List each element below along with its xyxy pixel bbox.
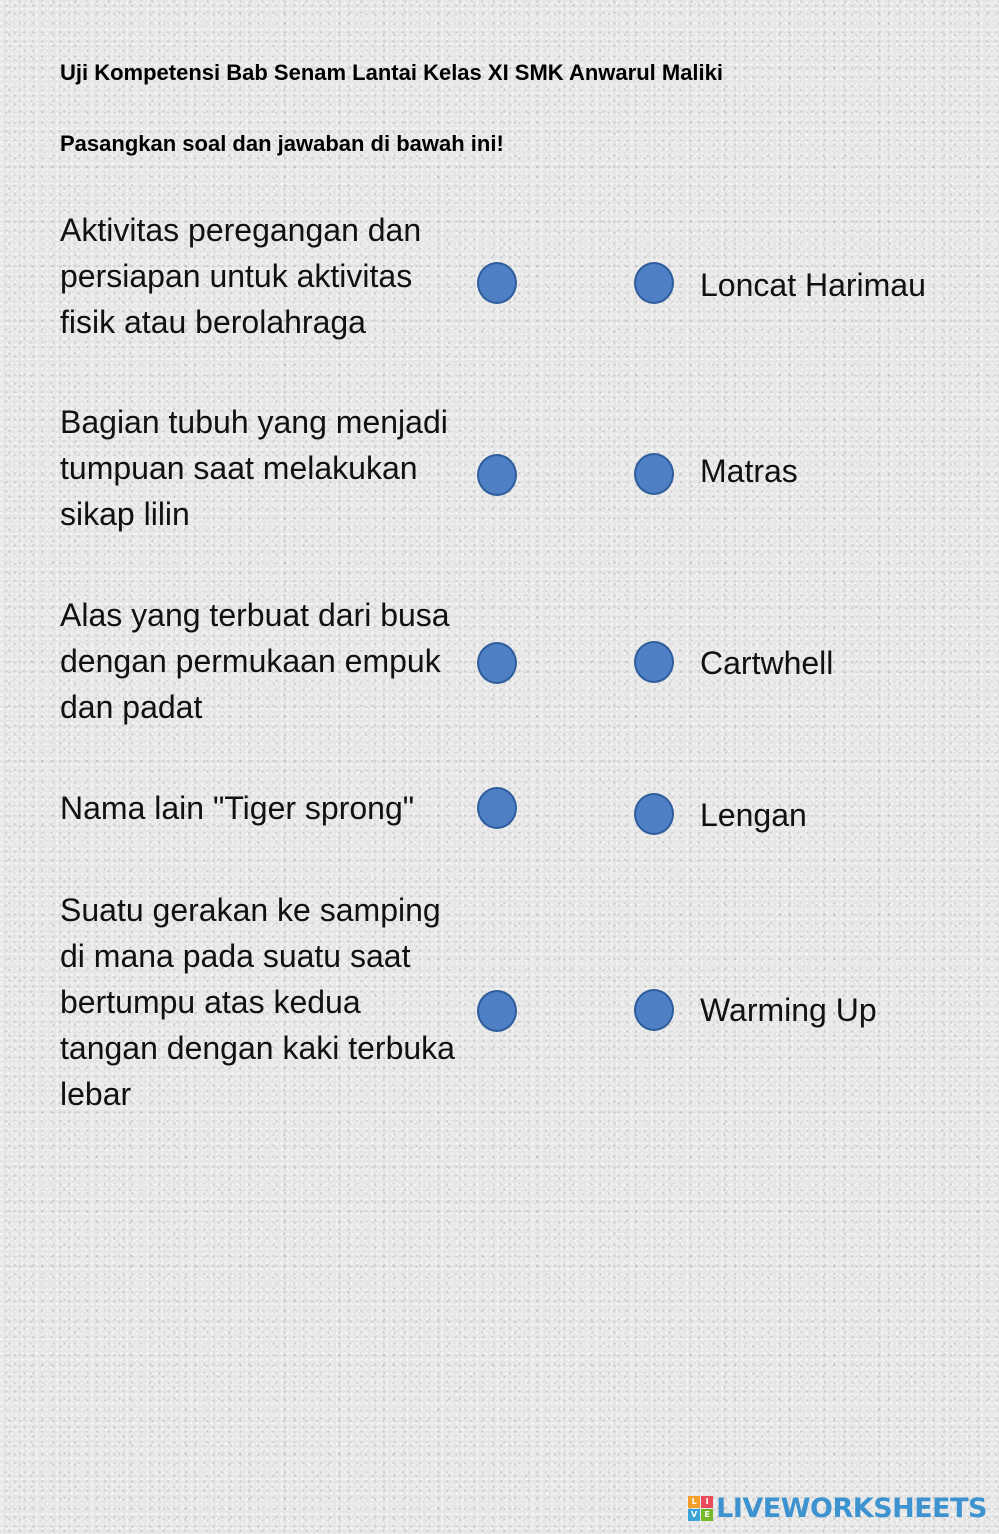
- answer-1: Loncat Harimau: [700, 267, 926, 303]
- worksheet-title: Uji Kompetensi Bab Senam Lantai Kelas XI SMK Anwarul Maliki: [60, 60, 724, 85]
- question-3-match-dot[interactable]: [477, 642, 517, 684]
- answer-2: Matras: [700, 453, 798, 489]
- question-4: Nama lain "Tiger sprong": [60, 790, 415, 826]
- question-5: Suatu gerakan ke samping di mana pada suatu saat bertumpu atas kedua tangan dengan kaki terbuka lebar: [60, 892, 455, 1112]
- answer-1-match-dot[interactable]: [634, 262, 674, 304]
- answer-4: Lengan: [700, 797, 807, 833]
- answer-4-match-dot[interactable]: [634, 793, 674, 835]
- question-4-match-dot[interactable]: [477, 787, 517, 829]
- question-2-match-dot[interactable]: [477, 454, 517, 496]
- answer-2-match-dot[interactable]: [634, 453, 674, 495]
- worksheet-instruction: Pasangkan soal dan jawaban di bawah ini!: [60, 131, 504, 156]
- question-3: Alas yang terbuat dari busa dengan permukaan empuk dan padat: [60, 597, 450, 725]
- answer-5-match-dot[interactable]: [634, 989, 674, 1031]
- logo-square-letter: L: [688, 1496, 700, 1508]
- question-5-match-dot[interactable]: [477, 990, 517, 1032]
- logo-square-letter: V: [688, 1509, 700, 1521]
- logo-text: LIVEWORKSHEETS: [716, 1493, 987, 1524]
- liveworksheets-logo: [688, 1493, 987, 1524]
- answer-3: Cartwhell: [700, 645, 834, 681]
- logo-squares-icon: [688, 1496, 713, 1521]
- answer-5: Warming Up: [700, 992, 877, 1028]
- logo-square-letter: E: [701, 1509, 713, 1521]
- question-1: Aktivitas peregangan dan persiapan untuk aktivitas fisik atau berolahraga: [60, 212, 422, 340]
- question-2: Bagian tubuh yang menjadi tumpuan saat melakukan sikap lilin: [60, 404, 448, 532]
- logo-square-letter: I: [701, 1496, 713, 1508]
- question-1-match-dot[interactable]: [477, 262, 517, 304]
- answer-3-match-dot[interactable]: [634, 641, 674, 683]
